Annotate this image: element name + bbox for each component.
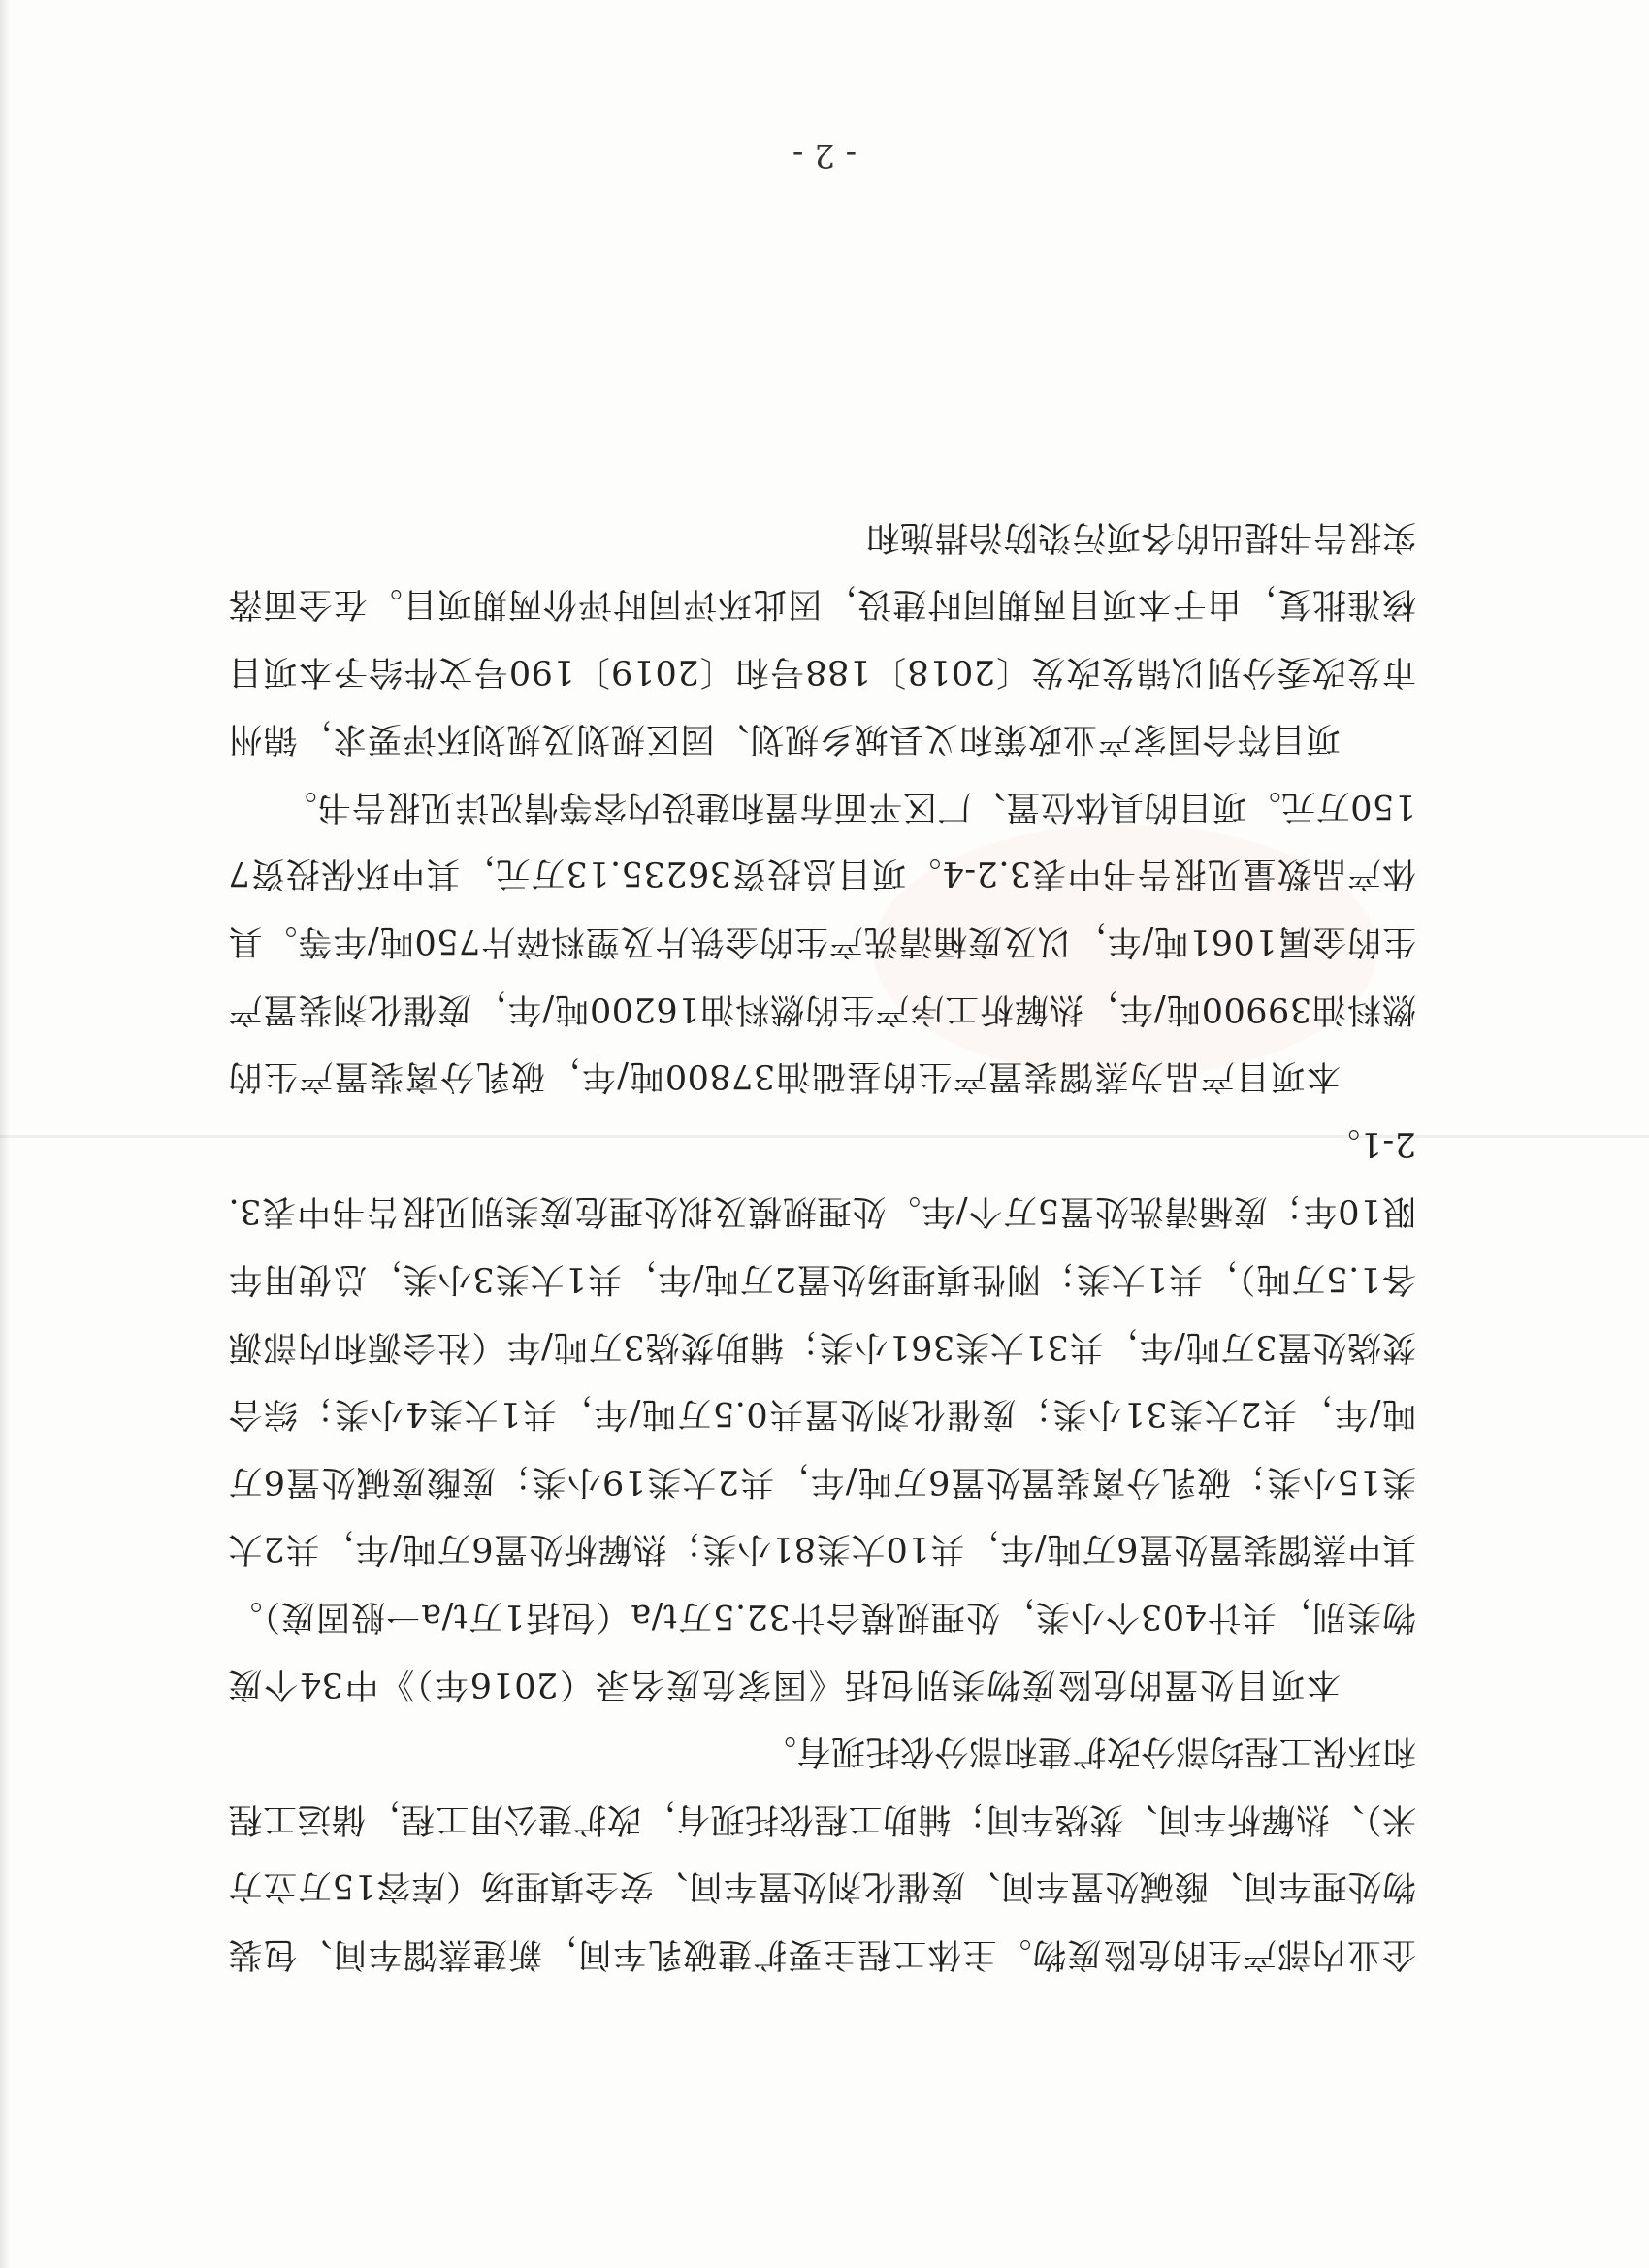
paragraph-policy-compliance: 项目符合国家产业政策和义县城乡规划、园区规划及规划环评要求，锦州市发改委分别以锦发改发〔2018〕188号和〔2019〕190号文件给予本项目核准批复，由于本项目两期同时建设，因此环评同时评价两期项目。在全面落实报告书提出的各项污染防治措施和	[228, 516, 1416, 759]
paragraph-waste-categories: 本项目处置的危险废物类别包括《国家危废名录（2016年）》中34个废物类别，共计403个小类，处理规模合计32.5万t/a（包括1万t/a一般固废）。其中蒸馏装置处置6万吨/年，共10大类81小类；热解析处置6万吨/年，共2大类15小类；破乳分离装置处置6万吨/年，共2大类19小类；废酸废碱处置6万吨/年，共2大类31小类；废催化剂处置共0.5万吨/年，共1大类4小类；综合焚烧处置3万吨/年，共31大类361小类；辅助焚烧3万吨/年（社会源和内部源各1.5万吨），共1大类；刚性填埋场处置2万吨/年，共1大类3小类，总使用年限10年；废桶清洗处置5万个/年。处理规模及拟处理危废类别见报告书中表3.2-1。	[228, 1123, 1416, 1703]
paragraph-main-works: 企业内部产生的危险废物。主体工程主要扩建破乳车间，新建蒸馏车间、包装物处理车间、酸碱处置车间、废催化剂处置车间、安全填埋场（库容15万立方米）、热解析车间、焚烧车间；辅助工程依托现有，改扩建公用工程，储运工程和环保工程均部分改扩建和部分依托现有。	[227, 1732, 1416, 1973]
paragraph-products-investment: 本项目产品为蒸馏装置产生的基础油37800吨/年，破乳分离装置产生的燃料油39900吨/年，热解析工序产生的燃料油16200吨/年，废催化剂装置产生的金属1061吨/年，以及废桶清洗产生的金铁片及塑料碎片750吨/年等。具体产品数量见报告书中表3.2-4。项目总投资36235.13万元，其中环保投资7150万元。项目的具体位置、厂区平面布置和建设内容等情况详见报告书。	[228, 786, 1416, 1096]
page-number: - 2 -	[792, 136, 857, 175]
document-body	[228, 502, 1416, 1987]
